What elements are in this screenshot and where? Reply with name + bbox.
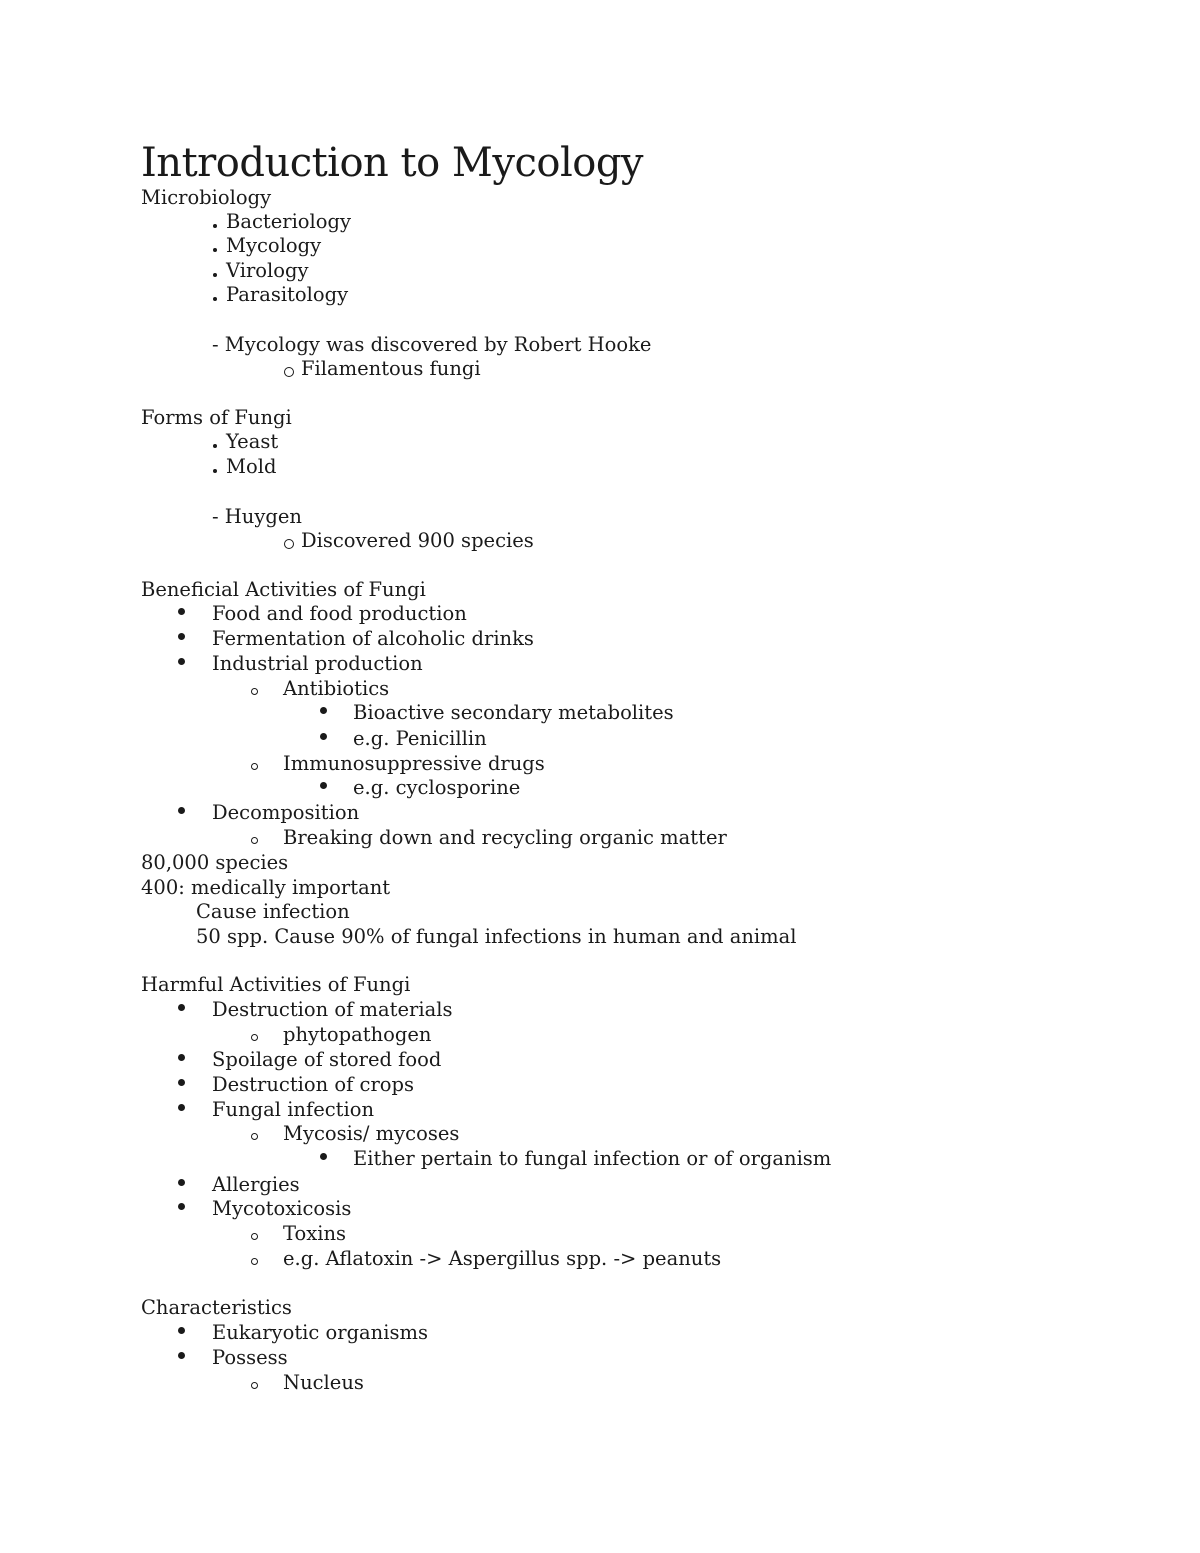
list-item (212, 1197, 351, 1222)
text-line (196, 925, 796, 950)
text-line (196, 900, 350, 925)
line-text: Eukaryotic organisms (212, 1321, 428, 1344)
list-item (353, 776, 520, 801)
line-text: Cause infection (196, 900, 350, 923)
bullet-dot-icon (213, 444, 217, 448)
line-text: 80,000 species (141, 851, 289, 874)
list-item (283, 677, 389, 702)
text-line (141, 406, 292, 431)
line-text: Beneficial Activities of Fungi (141, 578, 426, 601)
bullet-icon (178, 1054, 185, 1061)
line-text: - Mycology was discovered by Robert Hooke (212, 333, 652, 356)
bullet-icon (320, 707, 327, 714)
line-text: Allergies (212, 1173, 300, 1196)
list-item (212, 998, 452, 1023)
text-line (141, 851, 288, 876)
list-item (283, 1023, 431, 1048)
line-text: 50 spp. Cause 90% of fungal infections in human and animal (196, 925, 797, 948)
open-circle-bullet-icon (251, 763, 258, 770)
open-circle-bullet-icon (284, 367, 294, 377)
bullet-icon (178, 1004, 185, 1011)
open-circle-bullet-icon (251, 1382, 258, 1389)
list-item (212, 1048, 441, 1073)
list-item (283, 1222, 346, 1247)
line-text: e.g. Aflatoxin -> Aspergillus spp. -> peanuts (283, 1247, 722, 1270)
line-text: Spoilage of stored food (212, 1048, 442, 1071)
line-text: Mycotoxicosis (212, 1197, 352, 1220)
line-text: Either pertain to fungal infection or of organism (353, 1147, 832, 1170)
line-text: Decomposition (212, 801, 360, 824)
open-circle-bullet-icon (251, 1233, 258, 1240)
bullet-icon (178, 608, 185, 615)
line-text: Harmful Activities of Fungi (141, 973, 411, 996)
list-item (226, 210, 351, 235)
text-line (212, 505, 302, 530)
list-item (226, 455, 276, 480)
line-text: Bioactive secondary metabolites (353, 701, 674, 724)
list-item (353, 727, 487, 752)
bullet-icon (320, 733, 327, 740)
list-item (212, 602, 467, 627)
list-item (283, 1122, 459, 1147)
list-item (353, 1147, 831, 1172)
list-item (226, 283, 348, 308)
line-text: Mold (226, 455, 277, 478)
open-circle-bullet-icon (251, 837, 258, 844)
line-text: Characteristics (141, 1296, 292, 1319)
line-text: e.g. Penicillin (353, 727, 487, 750)
bullet-icon (178, 658, 185, 665)
line-text: e.g. cyclosporine (353, 776, 521, 799)
line-text: Breaking down and recycling organic matter (283, 826, 727, 849)
list-item (212, 1346, 288, 1371)
line-text: Industrial production (212, 652, 423, 675)
bullet-dot-icon (213, 297, 217, 301)
line-text: Nucleus (283, 1371, 364, 1394)
open-circle-bullet-icon (251, 1133, 258, 1140)
list-item (283, 1247, 721, 1272)
bullet-icon (178, 1203, 185, 1210)
bullet-icon (178, 1079, 185, 1086)
open-circle-bullet-icon (251, 688, 258, 695)
page-title: Introduction to Mycology (141, 140, 644, 186)
list-item (301, 357, 481, 382)
bullet-dot-icon (213, 469, 217, 473)
line-text: Possess (212, 1346, 288, 1369)
line-text: 400: medically important (141, 876, 391, 899)
line-text: Mycosis/ mycoses (283, 1122, 460, 1145)
bullet-icon (178, 1179, 185, 1186)
line-text: Filamentous fungi (301, 357, 481, 380)
line-text: Destruction of materials (212, 998, 453, 1021)
line-text: Discovered 900 species (301, 529, 534, 552)
line-text: Destruction of crops (212, 1073, 415, 1096)
list-item (212, 627, 534, 652)
bullet-dot-icon (213, 273, 217, 277)
open-circle-bullet-icon (284, 539, 294, 549)
text-line (141, 876, 390, 901)
line-text: Food and food production (212, 602, 467, 625)
list-item (226, 259, 309, 284)
bullet-dot-icon (213, 224, 217, 228)
bullet-icon (320, 1153, 327, 1160)
bullet-icon (178, 1104, 185, 1111)
list-item (226, 234, 321, 259)
open-circle-bullet-icon (251, 1258, 258, 1265)
text-line (141, 578, 426, 603)
line-text: Forms of Fungi (141, 406, 292, 429)
bullet-icon (320, 782, 327, 789)
bullet-icon (178, 1352, 185, 1359)
bullet-icon (178, 1327, 185, 1334)
line-text: Fungal infection (212, 1098, 375, 1121)
list-item (212, 1098, 374, 1123)
line-text: Mycology (226, 234, 322, 257)
list-item (212, 1173, 300, 1198)
line-text: Antibiotics (283, 677, 390, 700)
line-text: phytopathogen (283, 1023, 432, 1046)
line-text: Toxins (283, 1222, 347, 1245)
list-item (212, 801, 359, 826)
list-item (353, 701, 674, 726)
open-circle-bullet-icon (251, 1034, 258, 1041)
bullet-icon (178, 633, 185, 640)
list-item (212, 1321, 428, 1346)
text-line (141, 186, 271, 211)
list-item (283, 752, 545, 777)
line-text: - Huygen (212, 505, 302, 528)
text-line (141, 1296, 292, 1321)
list-item (212, 652, 423, 677)
list-item (226, 430, 278, 455)
line-text: Fermentation of alcoholic drinks (212, 627, 534, 650)
list-item (283, 826, 727, 851)
bullet-dot-icon (213, 248, 217, 252)
list-item (283, 1371, 364, 1396)
text-line (212, 333, 651, 358)
line-text: Bacteriology (226, 210, 352, 233)
list-item (212, 1073, 414, 1098)
list-item (301, 529, 534, 554)
line-text: Immunosuppressive drugs (283, 752, 545, 775)
line-text: Yeast (226, 430, 279, 453)
line-text: Microbiology (141, 186, 272, 209)
text-line (141, 973, 410, 998)
bullet-icon (178, 807, 185, 814)
line-text: Virology (226, 259, 309, 282)
line-text: Parasitology (226, 283, 349, 306)
